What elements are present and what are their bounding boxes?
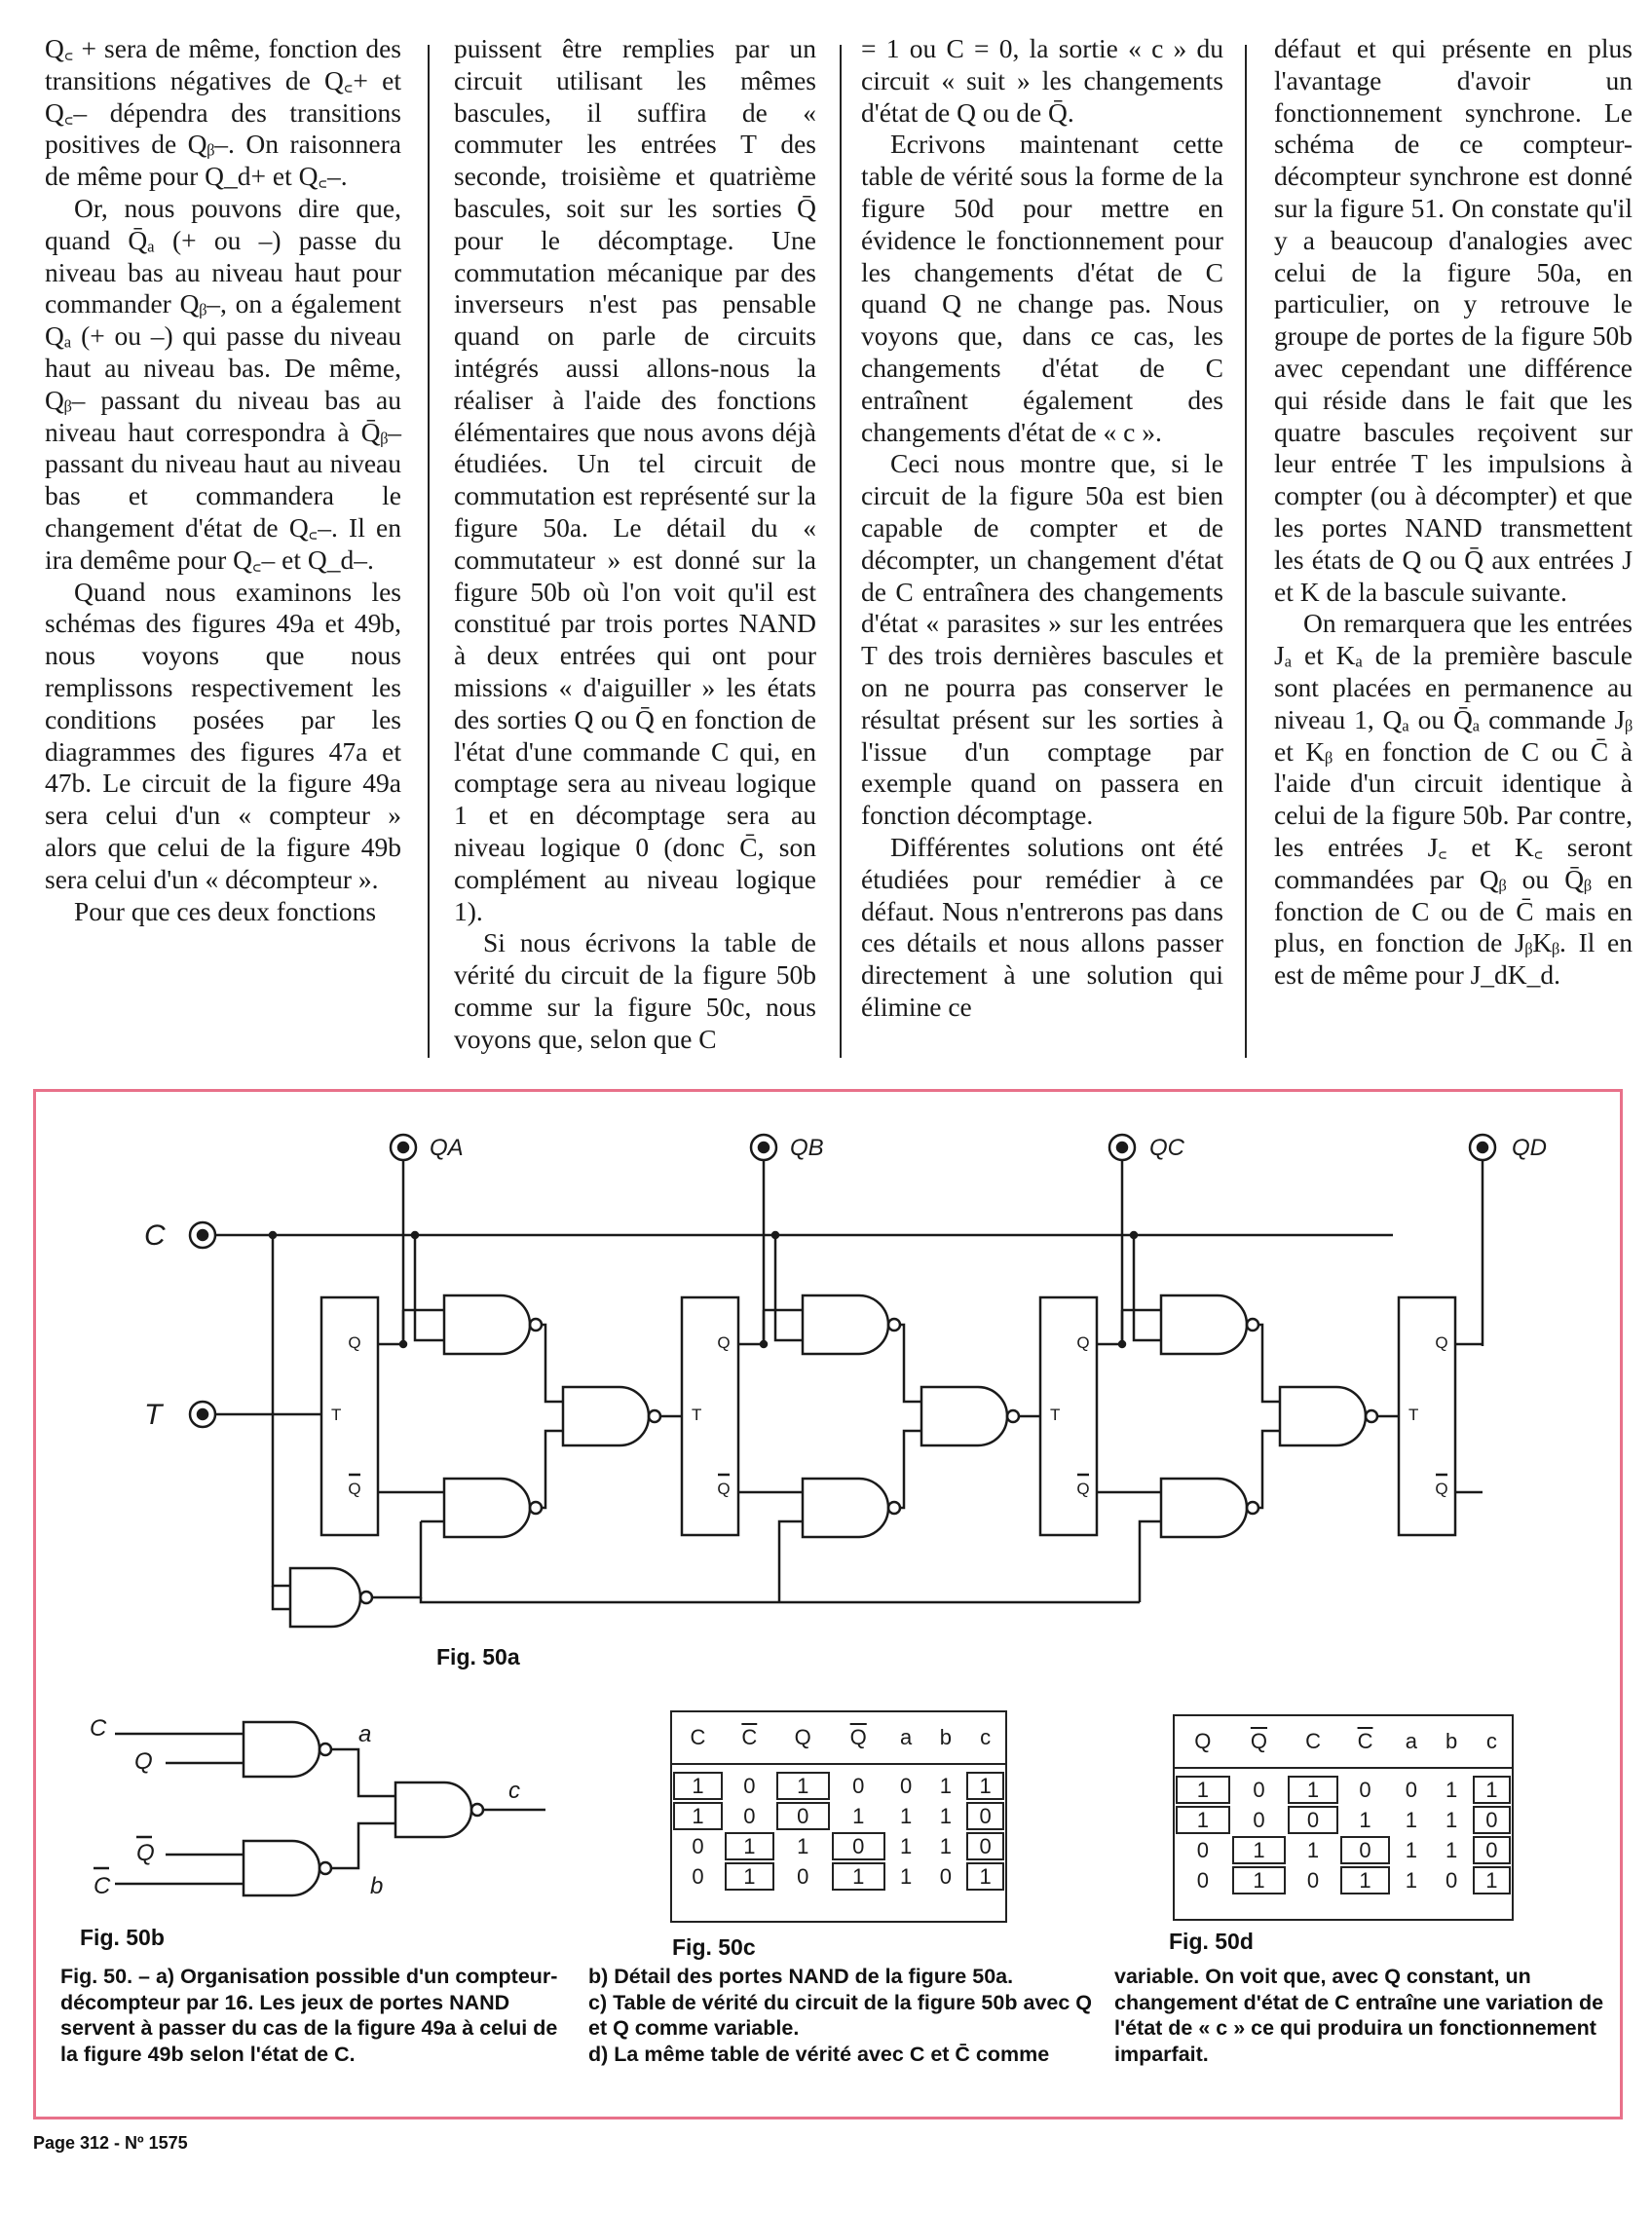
svg-text:Q: Q	[1076, 1333, 1090, 1352]
caption-right: variable. On voit que, avec Q constant, un changement d'état de C entraîne une variation de l'état de « c » ce qui produira un fonctionnement imparfait.	[1114, 1965, 1604, 2066]
paragraph: Q꜀ + sera de même, fonction des transitions négatives de Q꜀+ et Q꜀– dépendra des transitions positives de Qᵦ–. On raisonnera de même pour Q_d+ et Q꜀–.	[45, 33, 401, 192]
fig50c-label: Fig. 50c	[672, 1934, 756, 1960]
nand-gate	[444, 1295, 542, 1354]
nand-gate	[563, 1387, 660, 1445]
input-terminal-t	[190, 1402, 321, 1427]
table-header: C	[1287, 1716, 1338, 1768]
svg-text:T: T	[692, 1406, 702, 1424]
truth-table-50c	[670, 1710, 1007, 1923]
paragraph: défaut et qui présente en plus l'avantage d'avoir un fonctionnement synchrone. Le schéma de ce compteur-décompteur synchrone est donné sur la figure 51. On constate qu'il y a beaucoup d'analogies avec celui de la figure 50a, en particulier, on y retrouve le groupe de portes de la figure 50b avec cependant une différence qui réside dans le fait que les quatre bascules reçoivent sur leur entrée T les impulsions à compter (ou à décompter) et que les portes NAND transmettent les états de Q ou Q̄ aux entrées J et K de la bascule suivante.	[1274, 33, 1633, 607]
table-header: b	[1431, 1716, 1471, 1768]
table-header: a	[886, 1712, 926, 1764]
table-header: $\overline{Q}$	[1231, 1716, 1288, 1768]
paragraph: Ecrivons maintenant cette table de vérité sous la forme de la figure 50d pour mettre en évidence le fonctionnement pour les changements d'état de C quand Q ne change pas. Nous voyons que, dans ce cas, les changements d'état de C entraînent également des changements d'état de « c ».	[861, 129, 1223, 447]
input-terminal-c	[190, 1222, 1393, 1248]
paragraph: puissent être remplies par un circuit utilisant les mêmes bascules, il suffira de « commuter les entrées T des seconde, troisième et quatrième bascules, soit sur les sorties Q̄ pour le décomptage. Une commutation mécanique par des inverseurs n'est pas pensable quand on parle de circuits intégrés aussi allons-nous la réaliser à l'aide des fonctions élémentaires que nous avons déjà étudiées. Un tel circuit de commutation est représenté sur la figure 50a. Le détail du « commutateur » est donné sur la figure 50b où l'on voit qu'il est constitué par trois portes NAND à deux entrées qui ont pour missions « d'aiguiller » les états des sorties Q ou Q̄ en fonction de l'état d'une commande C qui, en comptage sera au niveau logique 1 et en décomptage sera au niveau logique 0 (donc C̄, son complément au niveau logique 1).	[454, 33, 816, 926]
paragraph: Différentes solutions ont été étudiées pour remédier à ce défaut. Nous n'entrerons pas dans ces détails et nous allons passer directement à une solution qui élimine ce	[861, 831, 1223, 1022]
table-header: c	[1472, 1716, 1512, 1768]
fig50b-label: Fig. 50b	[80, 1925, 165, 1950]
nand-gate	[444, 1479, 542, 1537]
svg-text:T: T	[331, 1406, 342, 1424]
qc-label: QC	[1149, 1135, 1184, 1161]
fig50b-circuit	[115, 1722, 545, 1895]
table-header: b	[925, 1712, 965, 1764]
nand-gate	[1161, 1295, 1258, 1354]
table-header: $\overline{C}$	[724, 1712, 775, 1764]
flip-flop-b	[682, 1297, 738, 1535]
svg-text:Q: Q	[1076, 1480, 1090, 1498]
table-header: $\overline{C}$	[1339, 1716, 1391, 1768]
svg-text:Q: Q	[717, 1333, 731, 1352]
fig50b-in-cbar: C	[94, 1873, 111, 1899]
fig50b-out-a: a	[358, 1721, 372, 1747]
table-row: 0 1 1 0 1 1 0	[1175, 1835, 1512, 1865]
svg-text:T: T	[1408, 1406, 1419, 1424]
svg-text:T: T	[1050, 1406, 1061, 1424]
svg-text:Q: Q	[348, 1333, 361, 1352]
table-row: 1 0 0 1 1 1 0	[1175, 1805, 1512, 1835]
table-row: 0 1 0 1 1 0 1	[672, 1861, 1005, 1892]
table-header: Q	[1175, 1716, 1231, 1768]
nand-gate	[1280, 1387, 1377, 1445]
fig50b-in-c: C	[90, 1715, 107, 1742]
table-header: $\overline{Q}$	[831, 1712, 886, 1764]
paragraph: Pour que ces deux fonctions	[74, 895, 377, 926]
paragraph: Si nous écrivons la table de vérité du circuit de la figure 50b comme sur la figure 50c, nous voyons que, selon que C	[454, 927, 816, 1054]
table-row: 0 1 0 1 1 0 1	[1175, 1865, 1512, 1895]
svg-text:Q: Q	[348, 1480, 361, 1498]
nand-gate-c-inverter	[290, 1568, 372, 1627]
caption-b: b) Détail des portes NAND de la figure 50a.	[588, 1965, 1014, 1988]
table-row: 1 0 1 0 0 1 1	[672, 1771, 1005, 1801]
table-header: a	[1391, 1716, 1431, 1768]
nand-gate	[921, 1387, 1019, 1445]
caption-mid	[588, 1964, 1099, 2067]
truth-table-50d	[1173, 1714, 1514, 1921]
nand-gate	[803, 1295, 900, 1354]
page-footer: Page 312 - Nº 1575	[33, 2133, 188, 2153]
fig50a-label: Fig. 50a	[436, 1644, 520, 1669]
table-header: C	[672, 1712, 724, 1764]
table-row: 0 1 1 0 1 1 0	[672, 1831, 1005, 1861]
paragraph: Or, nous pouvons dire que, quand Q̄ₐ (+ ou –) passe du niveau bas au niveau haut pour commander Qᵦ–, on a également Qₐ (+ ou –) qui passe du niveau haut au niveau bas. De même, Qᵦ– passant du niveau bas au niveau haut correspondra à Q̄ᵦ– passant du niveau haut au niveau bas et commandera le changement d'état de Q꜀–. Il en ira demême pour Q꜀– et Q_d–.	[45, 192, 401, 575]
caption-d: d) La même table de vérité avec C et C̄ comme	[588, 2042, 1050, 2066]
fig50b-out-c: c	[508, 1778, 520, 1804]
svg-text:Q: Q	[1435, 1480, 1448, 1498]
caption-left: Fig. 50. – a) Organisation possible d'un compteur-décompteur par 16. Les jeux de portes NAND servent à passer du cas de la figure 49a à celui de la figure 49b selon l'état de C.	[60, 1965, 558, 2066]
svg-text:Q: Q	[717, 1480, 731, 1498]
nand-gate	[803, 1479, 900, 1537]
fig50b-in-qbar: Q	[136, 1840, 155, 1866]
c-input-label: C	[144, 1219, 166, 1252]
paragraph: On remarquera que les entrées Jₐ et Kₐ de la première bascule sont placées en permanence au niveau 1, Qₐ ou Q̄ₐ commande Jᵦ et Kᵦ en fonction de C ou C̄ à l'aide d'un circuit identique à celui de la figure 50b. Par contre, les entrées J꜀ et K꜀ seront commandées par Qᵦ ou Q̄ᵦ en fonction de C ou de C̄ mais en plus, en fonction de JᵦKᵦ. Il en est de même pour J_dK_d.	[1274, 608, 1633, 991]
paragraph: Ceci nous montre que, si le circuit de la figure 50a est bien capable de compter et de décompter, un changement d'état de C entraînera des changements d'état « parasites » sur les entrées T des trois dernières bascules et on ne pourra pas conserver le résultat présent sur les sorties à l'issue d'un comptage par exemple quand on passera en fonction décomptage.	[861, 448, 1223, 831]
table-row: 1 0 1 0 0 1 1	[1175, 1775, 1512, 1805]
t-input-label: T	[144, 1399, 163, 1431]
table-header: c	[965, 1712, 1005, 1764]
flip-flop-a	[321, 1297, 378, 1535]
caption-c: c) Table de vérité du circuit de la figure 50b avec Q et Q comme variable.	[588, 1990, 1092, 2040]
table-header: Q	[775, 1712, 831, 1764]
flip-flop-d	[1399, 1297, 1455, 1535]
table-row: 1 0 0 1 1 1 0	[672, 1801, 1005, 1831]
flip-flop-c	[1040, 1297, 1097, 1535]
qb-label: QB	[790, 1135, 824, 1161]
qa-label: QA	[430, 1135, 464, 1161]
fig50b-out-b: b	[370, 1873, 384, 1899]
paragraph: = 1 ou C = 0, la sortie « c » du circuit « suit » les changements d'état de Q ou de Q̄.	[861, 33, 1223, 128]
fig50b-in-q: Q	[134, 1748, 153, 1775]
qd-label: QD	[1512, 1135, 1547, 1161]
paragraph: Quand nous examinons les schémas des figures 49a et 49b, nous voyons que nous remplissons respectivement les conditions posées par les diagrammes des figures 47a et 47b. Le circuit de la figure 49a sera celui d'un « compteur » alors que celui de la figure 49b sera celui d'un « décompteur ».	[45, 576, 401, 894]
svg-text:Q: Q	[1435, 1333, 1448, 1352]
fig50d-label: Fig. 50d	[1169, 1929, 1254, 1954]
output-terminal-qd	[1470, 1135, 1495, 1346]
nand-gate	[1161, 1479, 1258, 1537]
